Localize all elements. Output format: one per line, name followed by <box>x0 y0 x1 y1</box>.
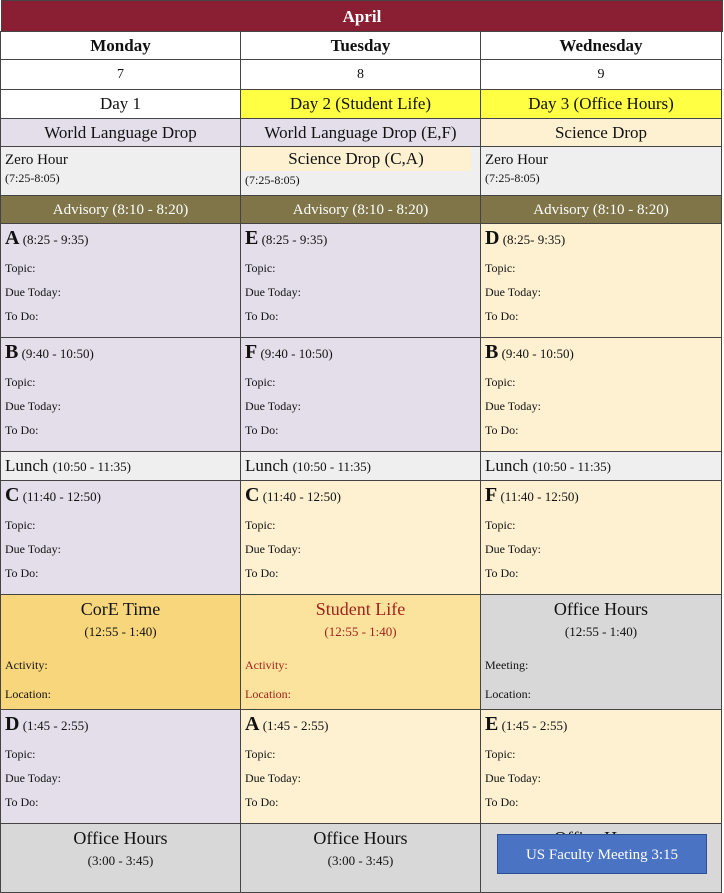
student-life-cell <box>240 594 481 710</box>
drop-monday: World Language Drop <box>0 118 241 147</box>
to-do-label: To Do: <box>485 423 519 437</box>
core-time-title: CorE Time <box>80 599 161 619</box>
block-cell <box>0 709 241 824</box>
zero-hour-label: Zero Hour <box>5 152 68 168</box>
block-time: (9:40 - 10:50) <box>260 346 333 361</box>
weekday-tuesday: Tuesday <box>240 31 481 60</box>
weekday-wednesday: Wednesday <box>480 31 722 60</box>
rotation-day-tuesday: Day 2 (Student Life) <box>240 89 481 119</box>
block-cell <box>240 709 481 824</box>
block-row-3 <box>1 481 723 595</box>
lunch-time: (10:50 - 11:35) <box>292 459 371 474</box>
lunch-monday <box>0 451 241 481</box>
due-today-label: Due Today: <box>245 399 301 413</box>
block-cell <box>0 223 241 338</box>
due-today-label: Due Today: <box>5 285 61 299</box>
to-do-label: To Do: <box>245 423 279 437</box>
drop-tuesday: World Language Drop (E,F) <box>240 118 481 147</box>
due-today-label: Due Today: <box>485 285 541 299</box>
zero-hour-time: (7:25-8:05) <box>485 171 540 185</box>
topic-label: Topic: <box>5 747 36 761</box>
block-time: (1:45 - 2:55) <box>501 718 568 733</box>
block-letter: C <box>245 484 260 506</box>
lunch-label: Lunch <box>485 456 529 475</box>
office-hours-title: Office Hours <box>553 599 649 619</box>
topic-label: Topic: <box>245 261 276 275</box>
zero-hour-row <box>1 147 723 196</box>
to-do-label: To Do: <box>245 566 279 580</box>
date-monday: 7 <box>0 59 241 90</box>
midday-row <box>1 595 723 710</box>
topic-label: Topic: <box>245 747 276 761</box>
block-cell <box>480 480 722 595</box>
student-life-title: Student Life <box>315 599 406 619</box>
lunch-tuesday <box>240 451 481 481</box>
block-letter: E <box>485 713 499 735</box>
rotation-day-wednesday: Day 3 (Office Hours) <box>480 89 722 119</box>
block-row-2 <box>1 338 723 452</box>
block-time: (9:40 - 10:50) <box>21 346 94 361</box>
to-do-label: To Do: <box>485 795 519 809</box>
block-cell <box>0 480 241 595</box>
block-row-4 <box>1 710 723 824</box>
block-letter: C <box>5 484 20 506</box>
topic-label: Topic: <box>485 261 516 275</box>
activity-label: Activity: <box>5 658 48 672</box>
due-today-label: Due Today: <box>5 399 61 413</box>
topic-label: Topic: <box>245 375 276 389</box>
activity-label: Activity: <box>245 658 288 672</box>
due-today-label: Due Today: <box>485 771 541 785</box>
block-cell <box>0 337 241 452</box>
due-today-label: Due Today: <box>245 771 301 785</box>
weekday-monday: Monday <box>0 31 241 60</box>
advisory-wednesday: Advisory (8:10 - 8:20) <box>480 195 722 224</box>
to-do-label: To Do: <box>245 795 279 809</box>
block-letter: F <box>485 484 498 506</box>
zero-hour-time: (7:25-8:05) <box>245 173 300 187</box>
zero-hour-label: Zero Hour <box>485 152 548 168</box>
lunch-label: Lunch <box>5 456 49 475</box>
drop-row <box>1 119 723 147</box>
office-hours-time: (3:00 - 3:45) <box>87 853 154 868</box>
block-time: (1:45 - 2:55) <box>22 718 89 733</box>
office-hours-title: Office Hours <box>73 828 168 848</box>
due-today-label: Due Today: <box>5 542 61 556</box>
block-cell <box>480 223 722 338</box>
drop-wednesday: Science Drop <box>480 118 722 147</box>
zero-hour-time: (7:25-8:05) <box>5 171 60 185</box>
topic-label: Topic: <box>5 518 36 532</box>
topic-label: Topic: <box>5 261 36 275</box>
to-do-label: To Do: <box>5 795 39 809</box>
zero-hour-tuesday <box>240 146 481 196</box>
location-label: Location: <box>245 687 291 701</box>
rotation-day-monday: Day 1 <box>0 89 241 119</box>
topic-label: Topic: <box>485 375 516 389</box>
block-time: (8:25 - 9:35) <box>261 232 328 247</box>
date-row <box>1 60 723 90</box>
lunch-row <box>1 452 723 481</box>
block-letter: B <box>5 341 19 363</box>
block-cell <box>240 223 481 338</box>
block-cell <box>240 480 481 595</box>
to-do-label: To Do: <box>5 309 39 323</box>
lunch-wednesday <box>480 451 722 481</box>
to-do-label: To Do: <box>485 566 519 580</box>
zero-hour-wednesday <box>480 146 722 196</box>
office-hours-cell <box>240 823 481 893</box>
due-today-label: Due Today: <box>5 771 61 785</box>
to-do-label: To Do: <box>485 309 519 323</box>
due-today-label: Due Today: <box>485 542 541 556</box>
to-do-label: To Do: <box>245 309 279 323</box>
lunch-time: (10:50 - 11:35) <box>52 459 131 474</box>
advisory-tuesday: Advisory (8:10 - 8:20) <box>240 195 481 224</box>
block-letter: D <box>5 713 20 735</box>
block-cell <box>240 337 481 452</box>
block-letter: D <box>485 227 500 249</box>
lunch-time: (10:50 - 11:35) <box>532 459 611 474</box>
block-letter: A <box>5 227 20 249</box>
office-hours-cell <box>480 594 722 710</box>
advisory-row <box>1 196 723 224</box>
due-today-label: Due Today: <box>245 285 301 299</box>
block-time: (1:45 - 2:55) <box>262 718 329 733</box>
month-title: April <box>1 0 723 32</box>
block-cell <box>480 709 722 824</box>
block-time: (8:25 - 9:35) <box>22 232 89 247</box>
office-hours-time: (3:00 - 3:45) <box>327 853 394 868</box>
to-do-label: To Do: <box>5 566 39 580</box>
core-time-cell <box>0 594 241 710</box>
due-today-label: Due Today: <box>485 399 541 413</box>
block-time: (9:40 - 10:50) <box>501 346 574 361</box>
date-wednesday: 9 <box>480 59 722 90</box>
block-row-1 <box>1 224 723 338</box>
date-tuesday: 8 <box>240 59 481 90</box>
topic-label: Topic: <box>245 518 276 532</box>
block-time: (11:40 - 12:50) <box>262 489 341 504</box>
lunch-label: Lunch <box>245 456 289 475</box>
to-do-label: To Do: <box>5 423 39 437</box>
block-letter: A <box>245 713 260 735</box>
office-hours-title: Office Hours <box>313 828 408 848</box>
student-life-time: (12:55 - 1:40) <box>324 624 397 639</box>
due-today-label: Due Today: <box>245 542 301 556</box>
topic-label: Topic: <box>5 375 36 389</box>
block-cell <box>480 337 722 452</box>
core-time-time: (12:55 - 1:40) <box>84 624 157 639</box>
location-label: Location: <box>485 687 531 701</box>
zero-hour-monday <box>0 146 241 196</box>
science-drop-label: Science Drop (C,A) <box>241 147 471 171</box>
block-letter: E <box>245 227 259 249</box>
office-hours-cell <box>0 823 241 893</box>
rotation-day-row <box>1 90 723 119</box>
topic-label: Topic: <box>485 518 516 532</box>
meeting-label: Meeting: <box>485 658 529 672</box>
faculty-meeting-event[interactable]: US Faculty Meeting 3:15 <box>497 834 707 874</box>
block-letter: F <box>245 341 258 363</box>
block-time: (11:40 - 12:50) <box>22 489 101 504</box>
block-time: (11:40 - 12:50) <box>500 489 579 504</box>
block-letter: B <box>485 341 499 363</box>
advisory-monday: Advisory (8:10 - 8:20) <box>0 195 241 224</box>
block-time: (8:25- 9:35) <box>502 232 566 247</box>
topic-label: Topic: <box>485 747 516 761</box>
weekday-header-row <box>1 32 723 60</box>
office-hours-time: (12:55 - 1:40) <box>564 624 638 639</box>
location-label: Location: <box>5 687 51 701</box>
